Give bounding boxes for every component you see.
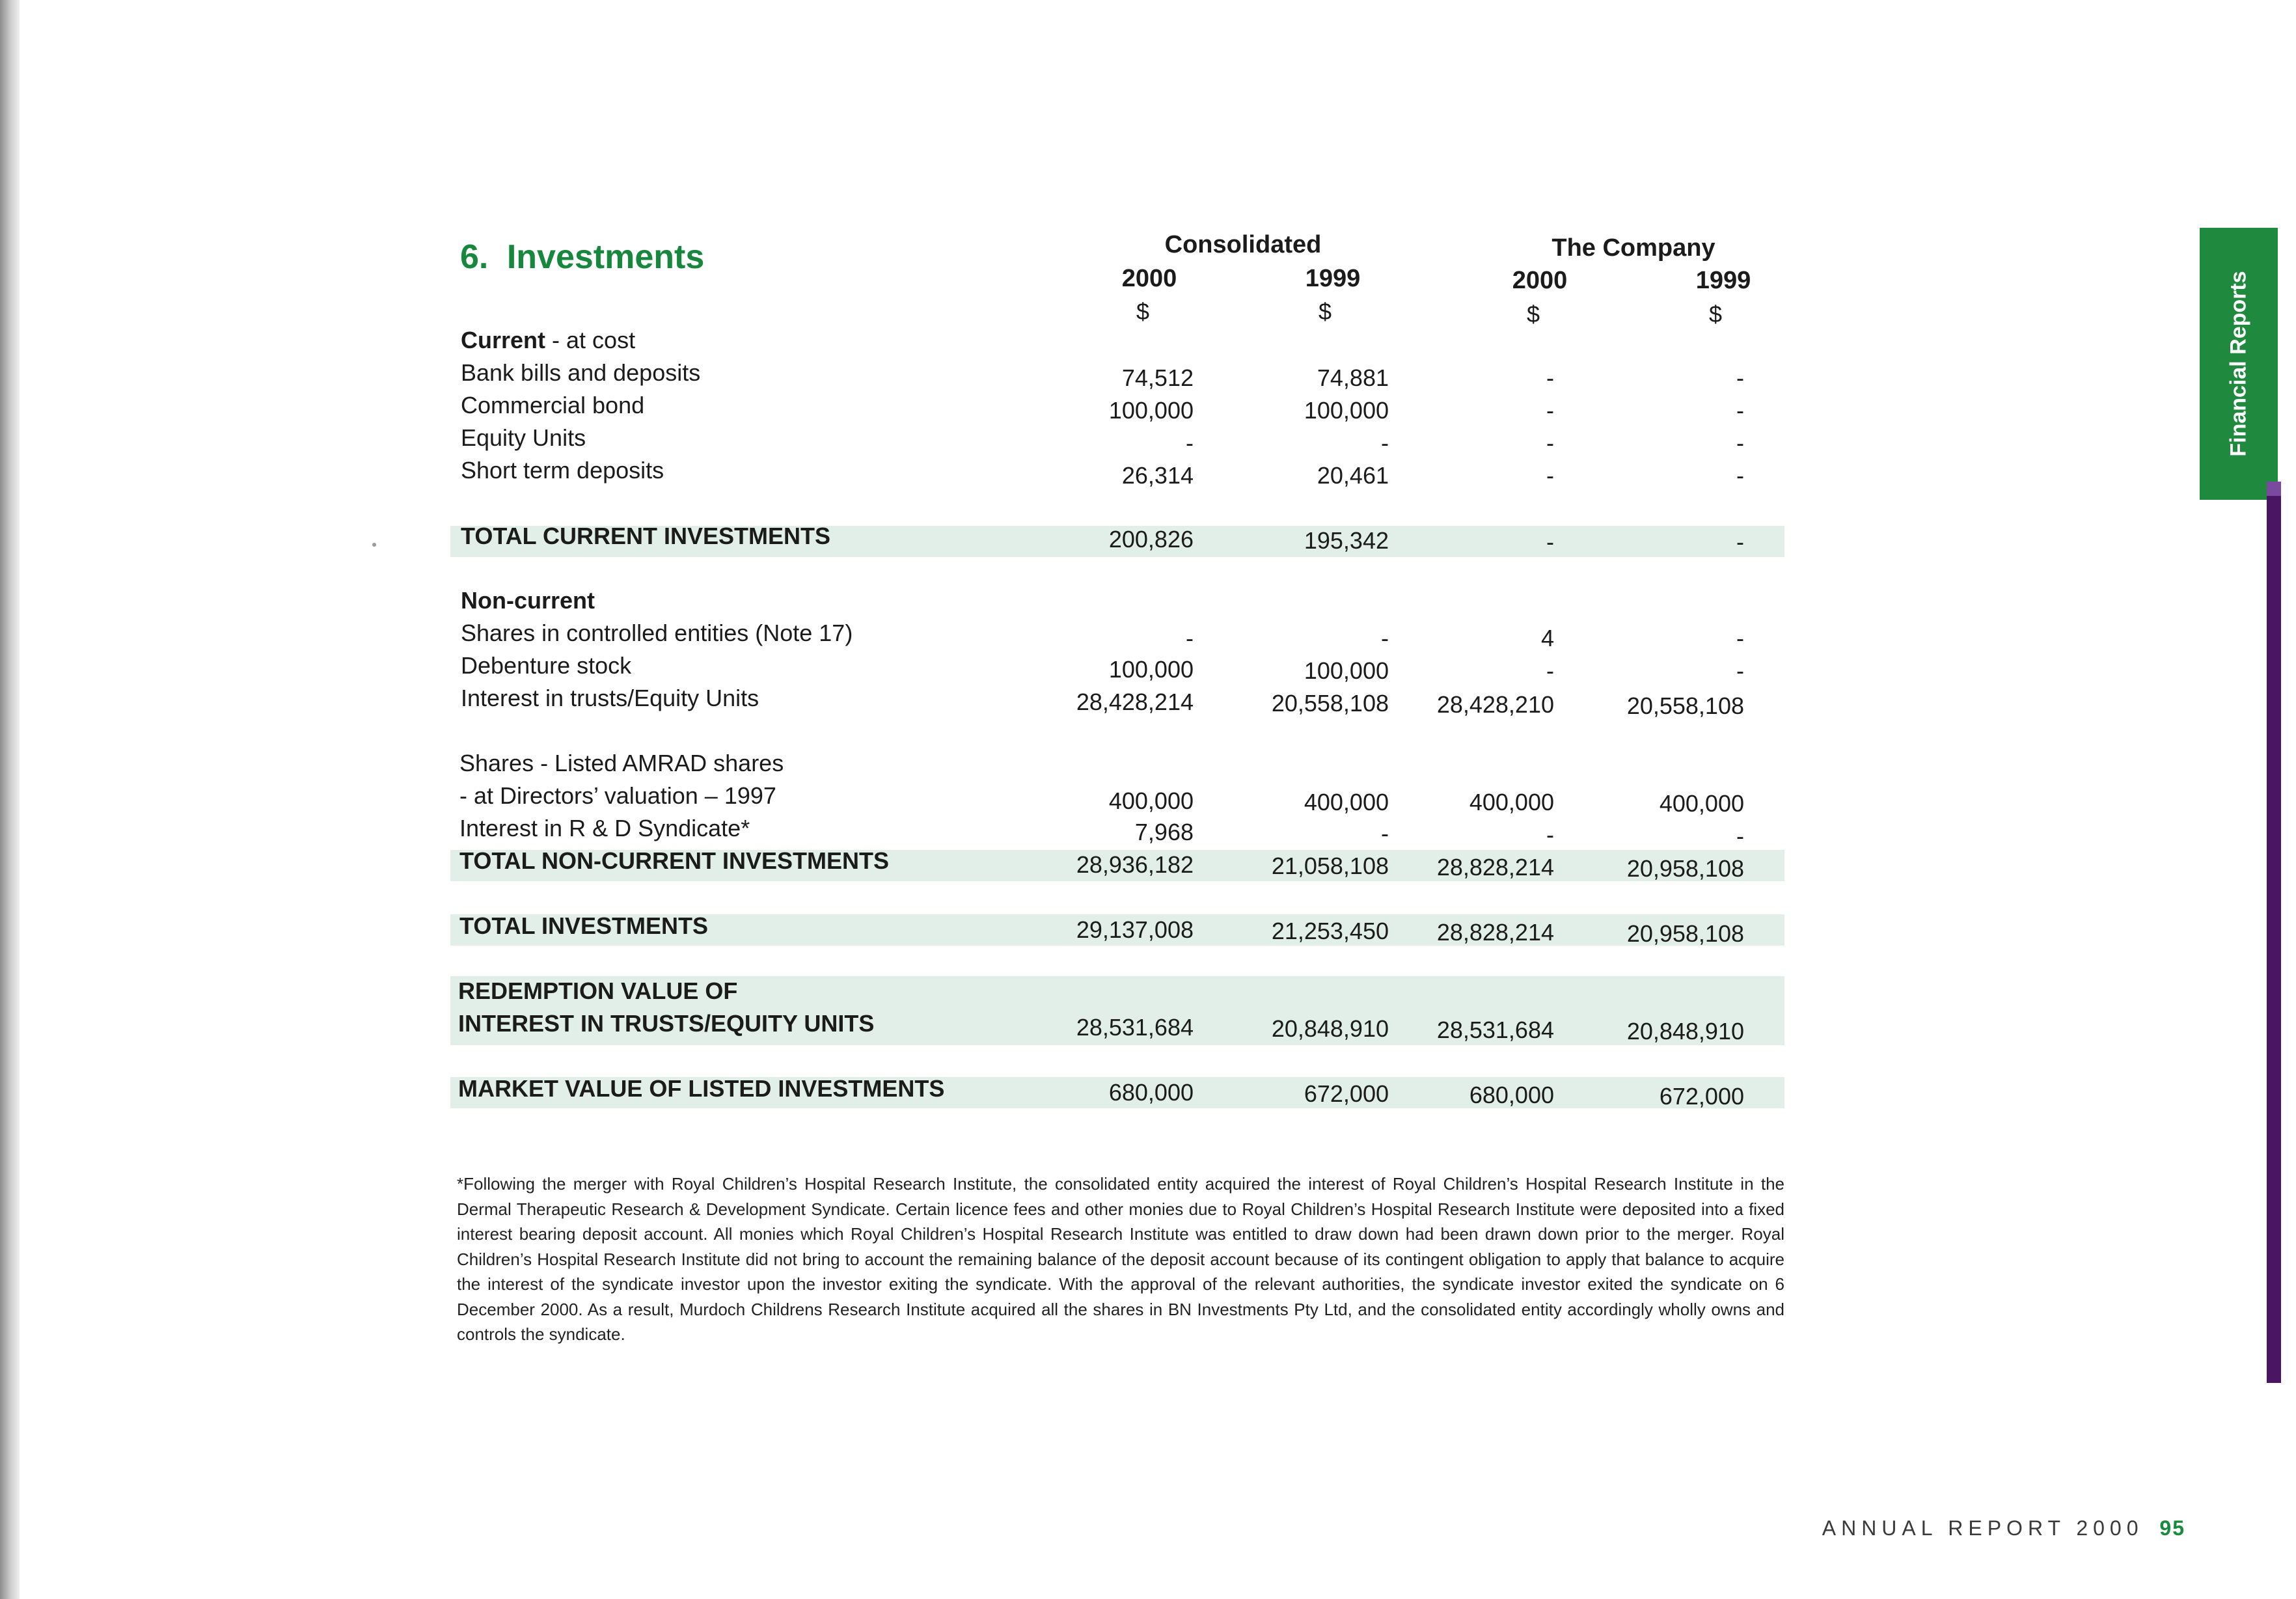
cell: 28,428,210	[1436, 691, 1554, 718]
total-investments-label: TOTAL INVESTMENTS	[459, 912, 709, 939]
cell: 74,881	[1317, 364, 1389, 391]
cell: 20,558,108	[1271, 690, 1389, 717]
cell: -	[1736, 625, 1744, 651]
cell: 195,342	[1304, 527, 1389, 554]
currency-comp-1999: $	[1708, 301, 1723, 327]
cell: 680,000	[1108, 1079, 1194, 1106]
cell: -	[1546, 364, 1554, 391]
cell: -	[1736, 364, 1744, 391]
cell: -	[1381, 625, 1389, 651]
cell: -	[1736, 528, 1744, 555]
row-label: Shares in controlled entities (Note 17)	[461, 620, 853, 646]
cell: 29,137,008	[1076, 916, 1194, 943]
cell: 100,000	[1108, 656, 1194, 683]
cell: 400,000	[1108, 787, 1194, 814]
cell: -	[1736, 462, 1744, 489]
cell: 26,314	[1121, 462, 1194, 489]
cell: 28,828,214	[1436, 919, 1554, 946]
current-heading	[461, 327, 635, 354]
cell: 20,558,108	[1626, 692, 1744, 719]
cell: 100,000	[1108, 397, 1194, 424]
cell: -	[1186, 430, 1194, 456]
currency-cons-1999: $	[1318, 298, 1332, 325]
market-value-label: MARKET VALUE OF LISTED INVESTMENTS	[458, 1075, 945, 1102]
cell: -	[1736, 823, 1744, 849]
currency-cons-2000: $	[1136, 298, 1150, 325]
cell: 20,958,108	[1626, 855, 1744, 882]
cell: 28,428,214	[1076, 689, 1194, 715]
cell: -	[1546, 657, 1554, 684]
cell: 400,000	[1659, 790, 1744, 817]
redemption-label-line2: INTEREST IN TRUSTS/EQUITY UNITS	[458, 1010, 875, 1037]
header-consolidated: Consolidated	[1164, 231, 1322, 258]
currency-comp-2000: $	[1526, 301, 1540, 327]
cell: -	[1736, 430, 1744, 456]
cell: -	[1546, 528, 1554, 555]
cell: -	[1546, 397, 1554, 424]
valuation-label: - at Directors’ valuation – 1997	[459, 782, 776, 809]
header-year-cons-1999: 1999	[1305, 265, 1361, 292]
cell: 28,828,214	[1436, 854, 1554, 881]
footnote: *Following the merger with Royal Children’s Hospital Research Institute, the consolidated entity acquired the interest of Royal Children’s Hospital Research Institute in the Dermal Therapeutic Research & Development Syndicate. Certain licence fees and other monies due to Royal Children’s Hospital Research Institute were deposited into a fixed interest bearing deposit account. All monies which Royal Children’s Hospital Research Institute was entitled to draw down had been drawn down prior to the merger. Royal Children’s Hospital Research Institute did not bring to account the remaining balance of the deposit account because of its contingent obligation to apply that balance to acquire the interest of the syndicate investor upon the investor exiting the syndicate. With the approval of the relevant authorities, the syndicate investor exited the syndicate on 6 December 2000. As a result, Murdoch Childrens Research Institute acquired all the shares in BN Investments Pty Ltd, and the consolidated entity accordingly wholly owns and controls the syndicate.	[457, 1174, 1784, 1344]
cell: 100,000	[1304, 397, 1389, 424]
financial-reports-tab[interactable]	[2200, 228, 2278, 500]
header-year-cons-2000: 2000	[1121, 265, 1177, 292]
total-noncurrent-label: TOTAL NON-CURRENT INVESTMENTS	[459, 847, 890, 874]
cell: 20,848,910	[1626, 1018, 1744, 1045]
row-label: Debenture stock	[461, 652, 632, 679]
cell: 28,936,182	[1076, 851, 1194, 878]
row-label: Short term deposits	[461, 457, 664, 484]
row-label: Bank bills and deposits	[461, 359, 701, 386]
cell: 680,000	[1469, 1082, 1554, 1108]
row-label: Commercial bond	[461, 392, 645, 418]
noncurrent-heading: Non-current	[461, 587, 595, 614]
section-title-text: Investments	[506, 238, 705, 276]
cell: 7,968	[1134, 819, 1194, 845]
cell: 200,826	[1108, 526, 1194, 553]
current-heading-bold: Current	[461, 327, 546, 353]
cell: 20,958,108	[1626, 920, 1744, 947]
section-number: 6.	[460, 238, 489, 276]
cell: 20,848,910	[1271, 1015, 1389, 1042]
cell: 4	[1540, 625, 1554, 651]
footer-text: ANNUAL REPORT 2000	[1822, 1516, 2144, 1540]
current-heading-rest: - at cost	[552, 327, 636, 353]
cell: 28,531,684	[1436, 1017, 1554, 1043]
cell: -	[1381, 820, 1389, 847]
page-number: 95	[2159, 1516, 2185, 1540]
cell: 21,058,108	[1271, 853, 1389, 879]
cell: -	[1736, 397, 1744, 424]
row-label: Equity Units	[461, 424, 586, 451]
row-label: Interest in trusts/Equity Units	[461, 685, 759, 711]
page-gutter-shadow	[0, 0, 20, 1599]
scan-speck	[372, 543, 376, 547]
header-year-comp-2000: 2000	[1512, 267, 1568, 294]
cell: -	[1736, 657, 1744, 684]
section-title	[460, 238, 704, 277]
cell: -	[1546, 430, 1554, 456]
header-the-company: The Company	[1551, 234, 1715, 262]
side-purple-bar	[2267, 482, 2281, 1383]
header-year-comp-1999: 1999	[1695, 267, 1751, 294]
cell: 672,000	[1659, 1083, 1744, 1110]
redemption-label-line1: REDEMPTION VALUE OF	[458, 977, 738, 1004]
page-footer	[1822, 1516, 2185, 1540]
cell: 400,000	[1469, 789, 1554, 815]
cell: -	[1381, 430, 1389, 456]
cell: 74,512	[1121, 364, 1194, 391]
syndicate-label: Interest in R & D Syndicate*	[459, 815, 750, 841]
cell: -	[1186, 625, 1194, 651]
cell: 400,000	[1304, 789, 1389, 815]
cell: 21,253,450	[1271, 918, 1389, 944]
financial-reports-tab-label: Financial Reports	[2226, 271, 2251, 457]
cell: 20,461	[1317, 462, 1389, 489]
cell: -	[1546, 821, 1554, 848]
cell: 28,531,684	[1076, 1014, 1194, 1041]
shares-label: Shares - Listed AMRAD shares	[459, 750, 784, 776]
cell: 672,000	[1304, 1080, 1389, 1107]
cell: 100,000	[1304, 657, 1389, 684]
total-current-label: TOTAL CURRENT INVESTMENTS	[461, 523, 831, 549]
cell: -	[1546, 462, 1554, 489]
